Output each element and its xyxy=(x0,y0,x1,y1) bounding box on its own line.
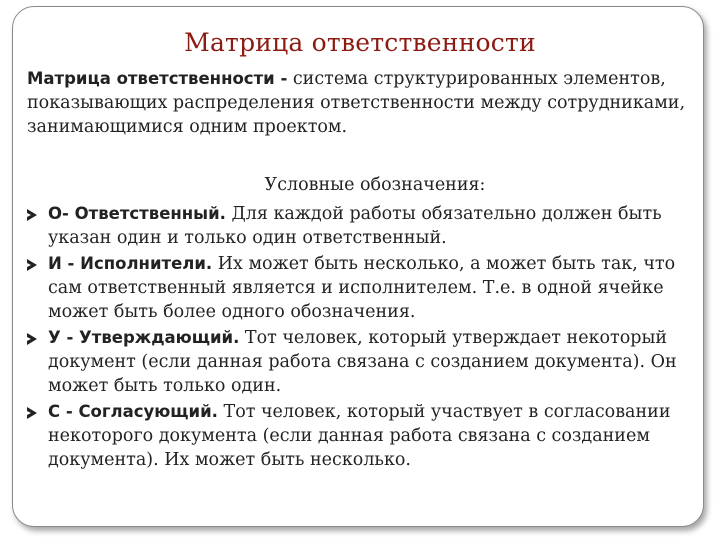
legend-term: И - Исполнители. xyxy=(48,254,213,273)
legend-text: Тот человек, который участвует в согласовании некоторого документа (если данная работа связана с созданием документа). Их может быть несколько. xyxy=(48,402,671,470)
legend-term: У - Утверждающий. xyxy=(48,328,240,347)
legend-item-responsible xyxy=(27,202,687,250)
legend-caption: Условные обозначения: xyxy=(264,175,486,195)
arrow-bullet-icon xyxy=(27,259,37,271)
legend-term: С - Согласующий. xyxy=(48,402,218,421)
legend-item-approver xyxy=(27,326,687,398)
slide-title: Матрица ответственности xyxy=(184,28,536,57)
legend-text: Тот человек, который утверждает некоторый документ (если данная работа связана с созданием документа). Он может быть только один. xyxy=(48,328,677,396)
arrow-bullet-icon xyxy=(27,333,37,345)
intro-paragraph xyxy=(27,67,687,139)
intro-term: Матрица ответственности - xyxy=(27,69,288,88)
legend-item-executors xyxy=(27,252,687,324)
arrow-bullet-icon xyxy=(27,407,37,419)
arrow-bullet-icon xyxy=(27,209,37,221)
legend-item-coordinator xyxy=(27,400,687,472)
legend-text: Их может быть несколько, а может быть так, что сам ответственный является и исполнителем. Т.е. в одной ячейке может быть более одного обозначения. xyxy=(48,254,676,322)
legend-text: Для каждой работы обязательно должен быть указан один и только один ответственный. xyxy=(48,204,662,248)
intro-text: система структурированных элементов, показывающих распределения ответственности между сотрудниками, занимающимися одним проектом. xyxy=(27,69,686,137)
legend-list xyxy=(27,202,687,474)
legend-term: О- Ответственный. xyxy=(48,204,226,223)
